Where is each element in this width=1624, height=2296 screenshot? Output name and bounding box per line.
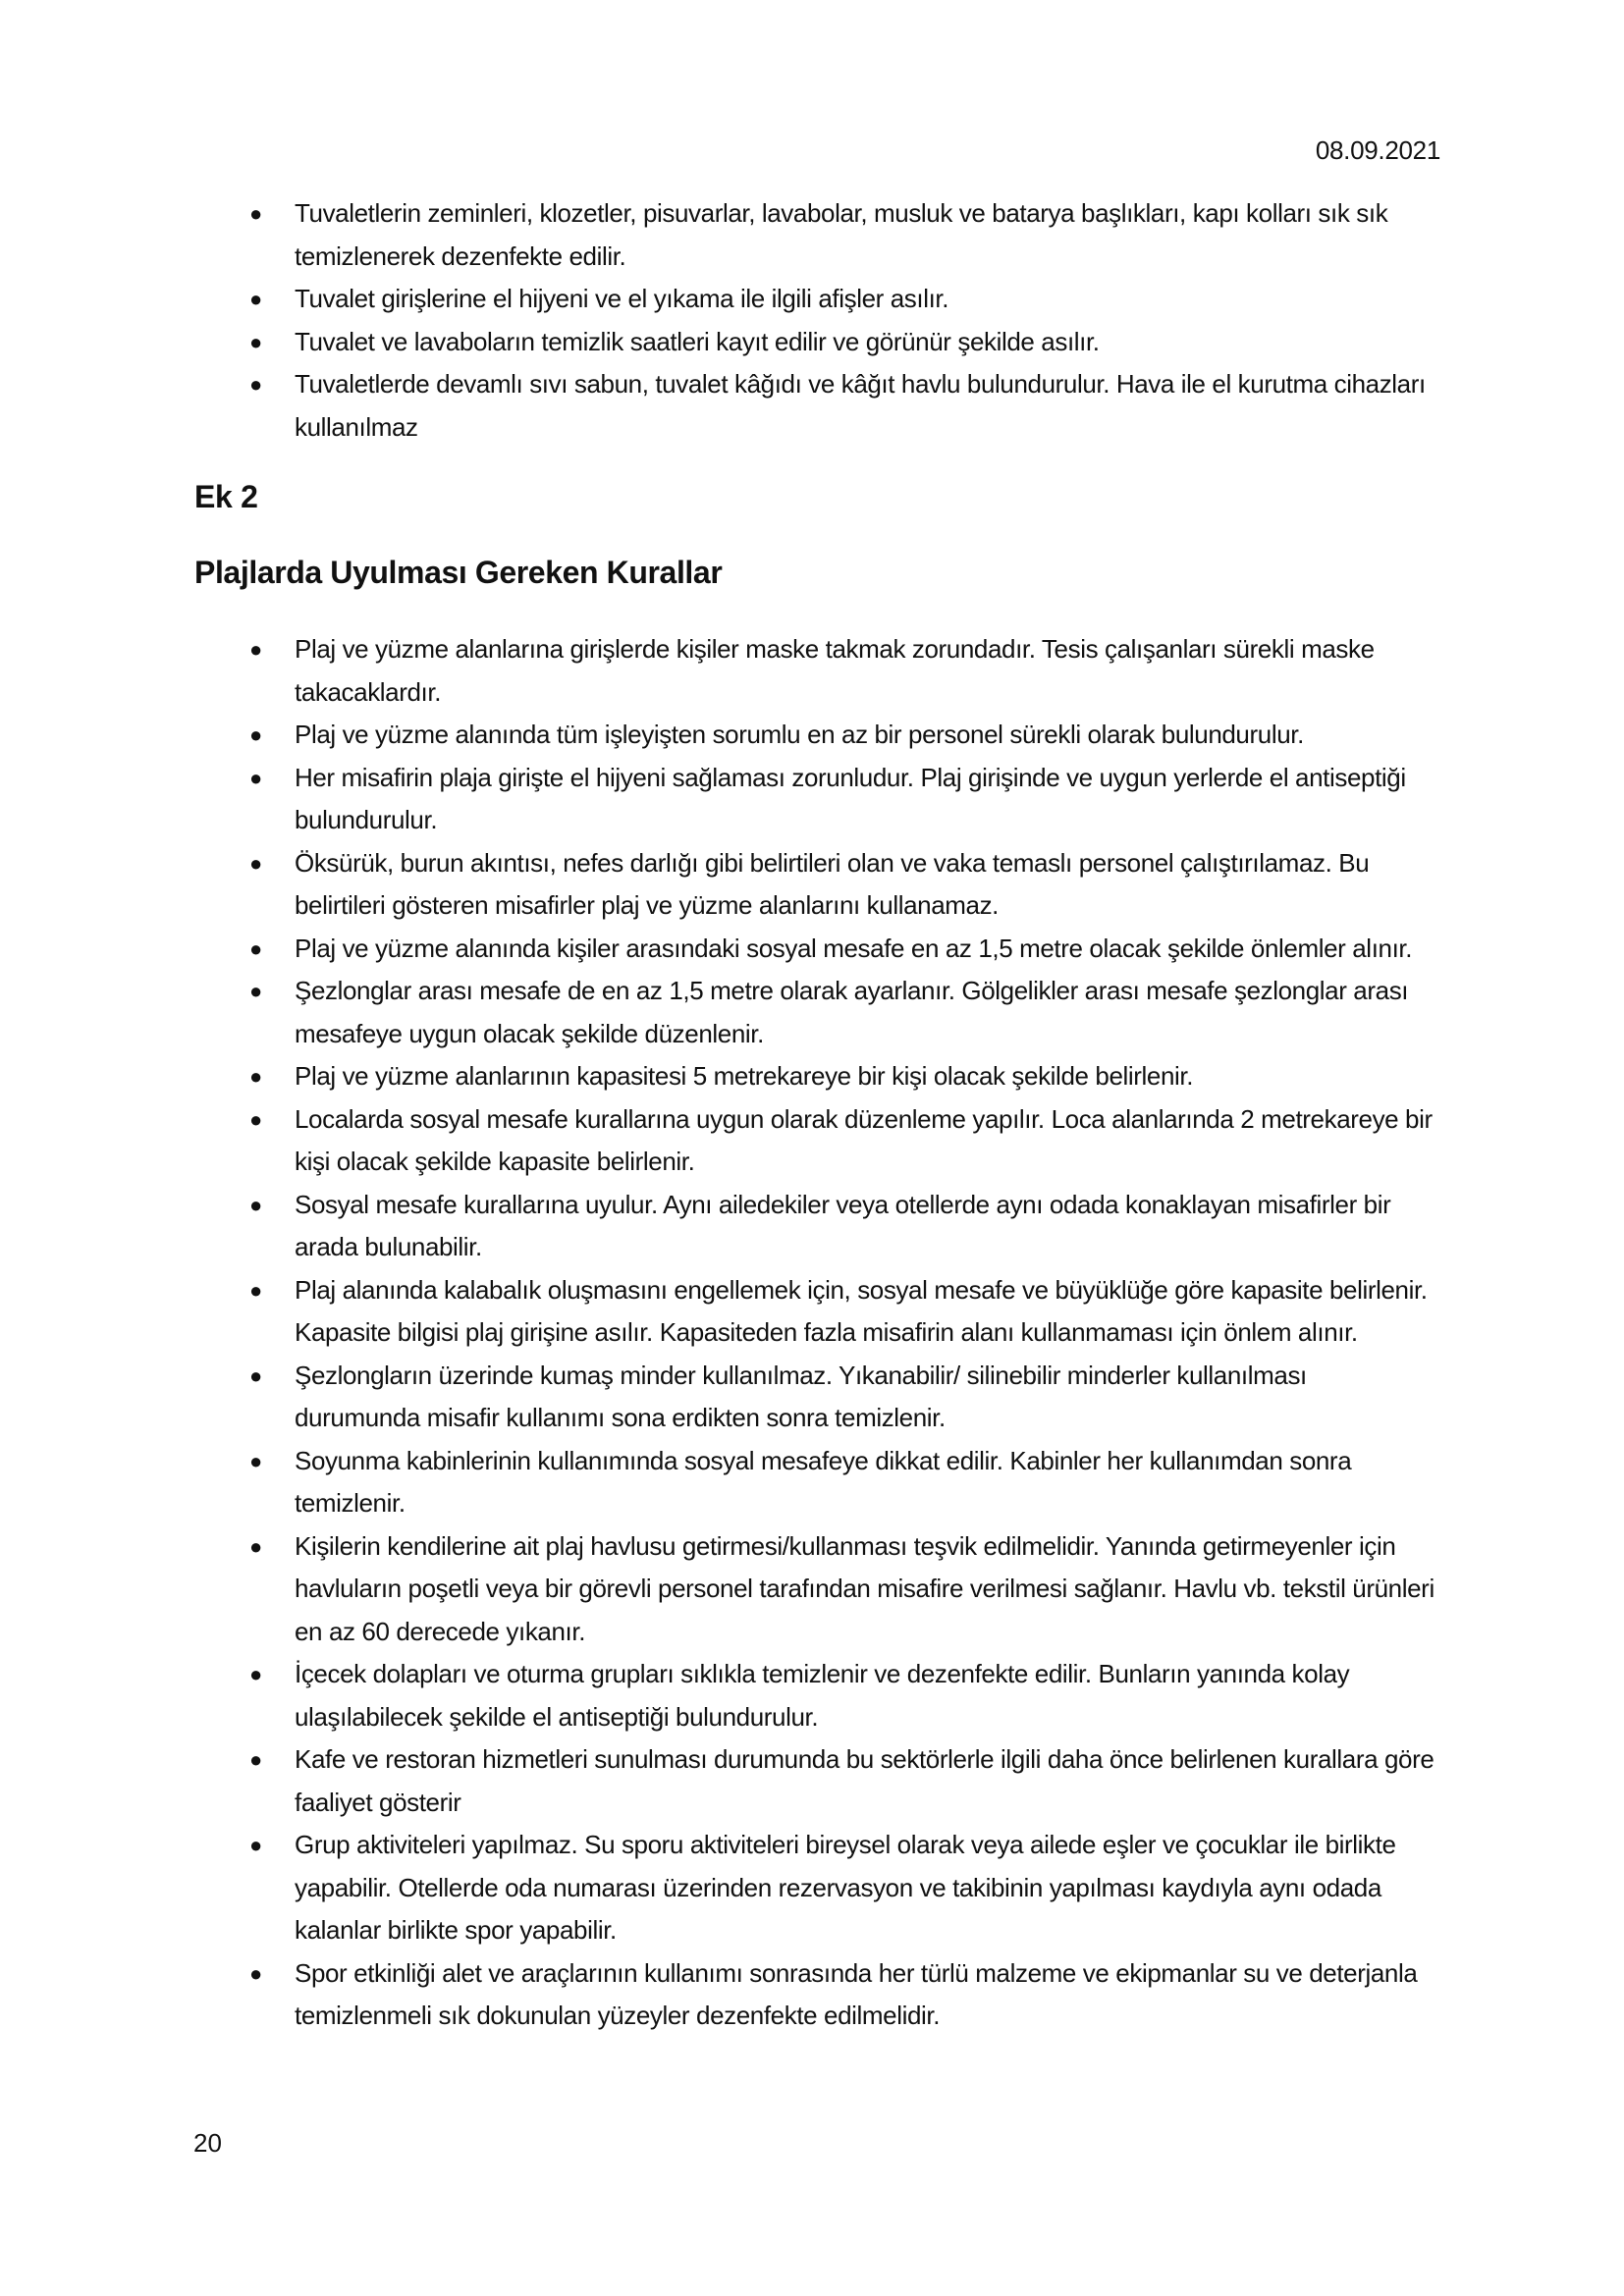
header-date: 08.09.2021 — [1315, 135, 1440, 165]
page-number: 20 — [193, 2128, 222, 2158]
list-item-text: Kişilerin kendilerine ait plaj havlusu getirmesi/kullanması teşvik edilmelidir. Yanında getirmeyenler için havluların poşetli veya bir görevli personel tarafından misafire verilmesi sağlanır. Havlu vb. tekstil ürünleri en az 60 derecede yıkanır. — [295, 1530, 1435, 1646]
list-item — [196, 842, 1438, 928]
bullet-icon: ● — [249, 372, 262, 397]
list-item-text: Plaj ve yüzme alanında tüm işleyişten sorumlu en az bir personel sürekli olarak bulundurulur. — [295, 720, 1304, 749]
list-item-text: Soyunma kabinlerinin kullanımında sosyal mesafeye dikkat edilir. Kabinler her kullanımdan sonra temizlenir. — [295, 1445, 1352, 1518]
list-item — [196, 1952, 1438, 2038]
list-item-text: Spor etkinliği alet ve araçlarının kullanımı sonrasında her türlü malzeme ve ekipmanlar su ve deterjanla temizlenmeli sık dokunulan yüzeyler dezenfekte edilmelidir. — [295, 1957, 1418, 2030]
list-item — [196, 363, 1438, 449]
section-title: Plajlarda Uyulması Gereken Kurallar — [194, 555, 723, 590]
list-item-text: Şezlonglar arası mesafe de en az 1,5 metre olarak ayarlanır. Gölgelikler arası mesafe şezlonglar arası mesafeye uygun olacak şekilde düzenlenir. — [295, 976, 1409, 1048]
bullet-icon: ● — [249, 1833, 262, 1857]
bullet-icon: ● — [249, 637, 262, 662]
list-item — [196, 1184, 1438, 1269]
list-item-text: Şezlongların üzerinde kumaş minder kullanılmaz. Yıkanabilir/ silinebilir minderler kullanılması durumunda misafir kullanımı sona erdikten sonra temizlenir. — [295, 1360, 1307, 1432]
bullet-icon: ● — [249, 850, 262, 876]
bullet-icon: ● — [249, 1277, 262, 1303]
list-item-text: Her misafirin plaja girişte el hijyeni sağlaması zorunludur. Plaj girişinde ve uygun yerlerde el antiseptiği bulundurulur. — [295, 762, 1406, 834]
bullet-icon: ● — [249, 1533, 262, 1559]
bullet-icon: ● — [249, 1106, 262, 1132]
bullet-icon: ● — [249, 1448, 262, 1473]
list-item-text: İçecek dolapları ve oturma grupları sıklıkla temizlenir ve dezenfekte edilir. Bunların yanında kolay ulaşılabilecek şekilde el antiseptiği bulundurulur. — [295, 1659, 1350, 1732]
list-item-text: Sosyal mesafe kurallarına uyulur. Aynı ailedekiler veya otellerde aynı odada konaklayan misafirler bir arada bulunabilir. — [295, 1189, 1391, 1261]
bullet-icon: ● — [249, 329, 262, 354]
list-item-text: Plaj ve yüzme alanlarına girişlerde kişiler maske takmak zorundadır. Tesis çalışanları sürekli maske takacaklardır. — [295, 634, 1375, 707]
bullet-icon: ● — [249, 1192, 262, 1217]
bullet-icon: ● — [249, 1960, 262, 1986]
list-item-text: Plaj ve yüzme alanında kişiler arasındaki sosyal mesafe en az 1,5 metre olacak şekilde önlemler alınır. — [295, 933, 1413, 963]
list-item — [196, 1355, 1438, 1440]
list-item — [196, 1653, 1438, 1738]
annex-label: Ek 2 — [194, 479, 258, 514]
list-item-text: Kafe ve restoran hizmetleri sunulması durumunda bu sektörlerle ilgili daha önce belirlenen kurallara göre faaliyet gösterir — [295, 1744, 1435, 1817]
list-item — [196, 970, 1438, 1055]
bullet-icon: ● — [249, 979, 262, 1003]
list-item — [196, 757, 1438, 842]
list-item — [196, 1738, 1438, 1824]
list-item — [196, 1824, 1438, 1952]
bullet-icon: ● — [249, 1747, 262, 1772]
list-item — [196, 628, 1438, 714]
bullet-icon: ● — [249, 935, 262, 961]
list-item — [196, 1440, 1438, 1525]
list-item — [196, 928, 1438, 971]
bullet-icon: ● — [249, 201, 262, 226]
list-item-text: Tuvaletlerin zeminleri, klozetler, pisuvarlar, lavabolar, musluk ve batarya başlıkları, kapı kolları sık sık temizlenerek dezenfekte edilir. — [295, 198, 1388, 271]
list-item-text: Tuvalet ve lavaboların temizlik saatleri kayıt edilir ve görünür şekilde asılır. — [295, 326, 1100, 356]
list-item-text: Tuvaletlerde devamlı sıvı sabun, tuvalet kâğıdı ve kâğıt havlu bulundurulur. Hava ile el kurutma cihazları kullanılmaz — [295, 369, 1426, 442]
list-item — [196, 321, 1438, 364]
list-item — [196, 714, 1438, 757]
list-item — [196, 192, 1438, 278]
list-item — [196, 1055, 1438, 1098]
list-item — [196, 1269, 1438, 1355]
beach-rules-list — [196, 628, 1438, 2038]
bullet-icon: ● — [249, 1064, 262, 1089]
toilet-rules-list — [196, 192, 1438, 449]
bullet-icon: ● — [249, 1662, 262, 1686]
list-item-text: Plaj ve yüzme alanlarının kapasitesi 5 metrekareye bir kişi olacak şekilde belirlenir. — [295, 1061, 1194, 1091]
list-item-text: Öksürük, burun akıntısı, nefes darlığı gibi belirtileri olan ve vaka temaslı personel çalıştırılamaz. Bu belirtileri gösteren misafirler plaj ve yüzme alanlarını kullanamaz. — [295, 847, 1370, 920]
bullet-icon: ● — [249, 722, 262, 747]
list-item-text: Localarda sosyal mesafe kurallarına uygun olarak düzenleme yapılır. Loca alanlarında 2 metrekareye bir kişi olacak şekilde kapasite belirlenir. — [295, 1103, 1433, 1176]
bullet-icon: ● — [249, 287, 262, 311]
bullet-icon: ● — [249, 765, 262, 790]
list-item — [196, 1525, 1438, 1654]
list-item-text: Plaj alanında kalabalık oluşmasını engellemek için, sosyal mesafe ve büyüklüğe göre kapasite belirlenir. Kapasite bilgisi plaj girişine asılır. Kapasiteden fazla misafirin alanı kullanmaması için önlem alınır. — [295, 1274, 1428, 1347]
list-item — [196, 1098, 1438, 1184]
list-item-text: Tuvalet girişlerine el hijyeni ve el yıkama ile ilgili afişler asılır. — [295, 284, 949, 313]
bullet-icon: ● — [249, 1362, 262, 1388]
list-item — [196, 278, 1438, 321]
list-item-text: Grup aktiviteleri yapılmaz. Su sporu aktiviteleri bireysel olarak veya ailede eşler ve çocuklar ile birlikte yapabilir. Otellerde oda numarası üzerinden rezervasyon ve takibinin yapılması kaydıyla aynı odada kalanlar birlikte spor yapabilir. — [295, 1830, 1396, 1945]
